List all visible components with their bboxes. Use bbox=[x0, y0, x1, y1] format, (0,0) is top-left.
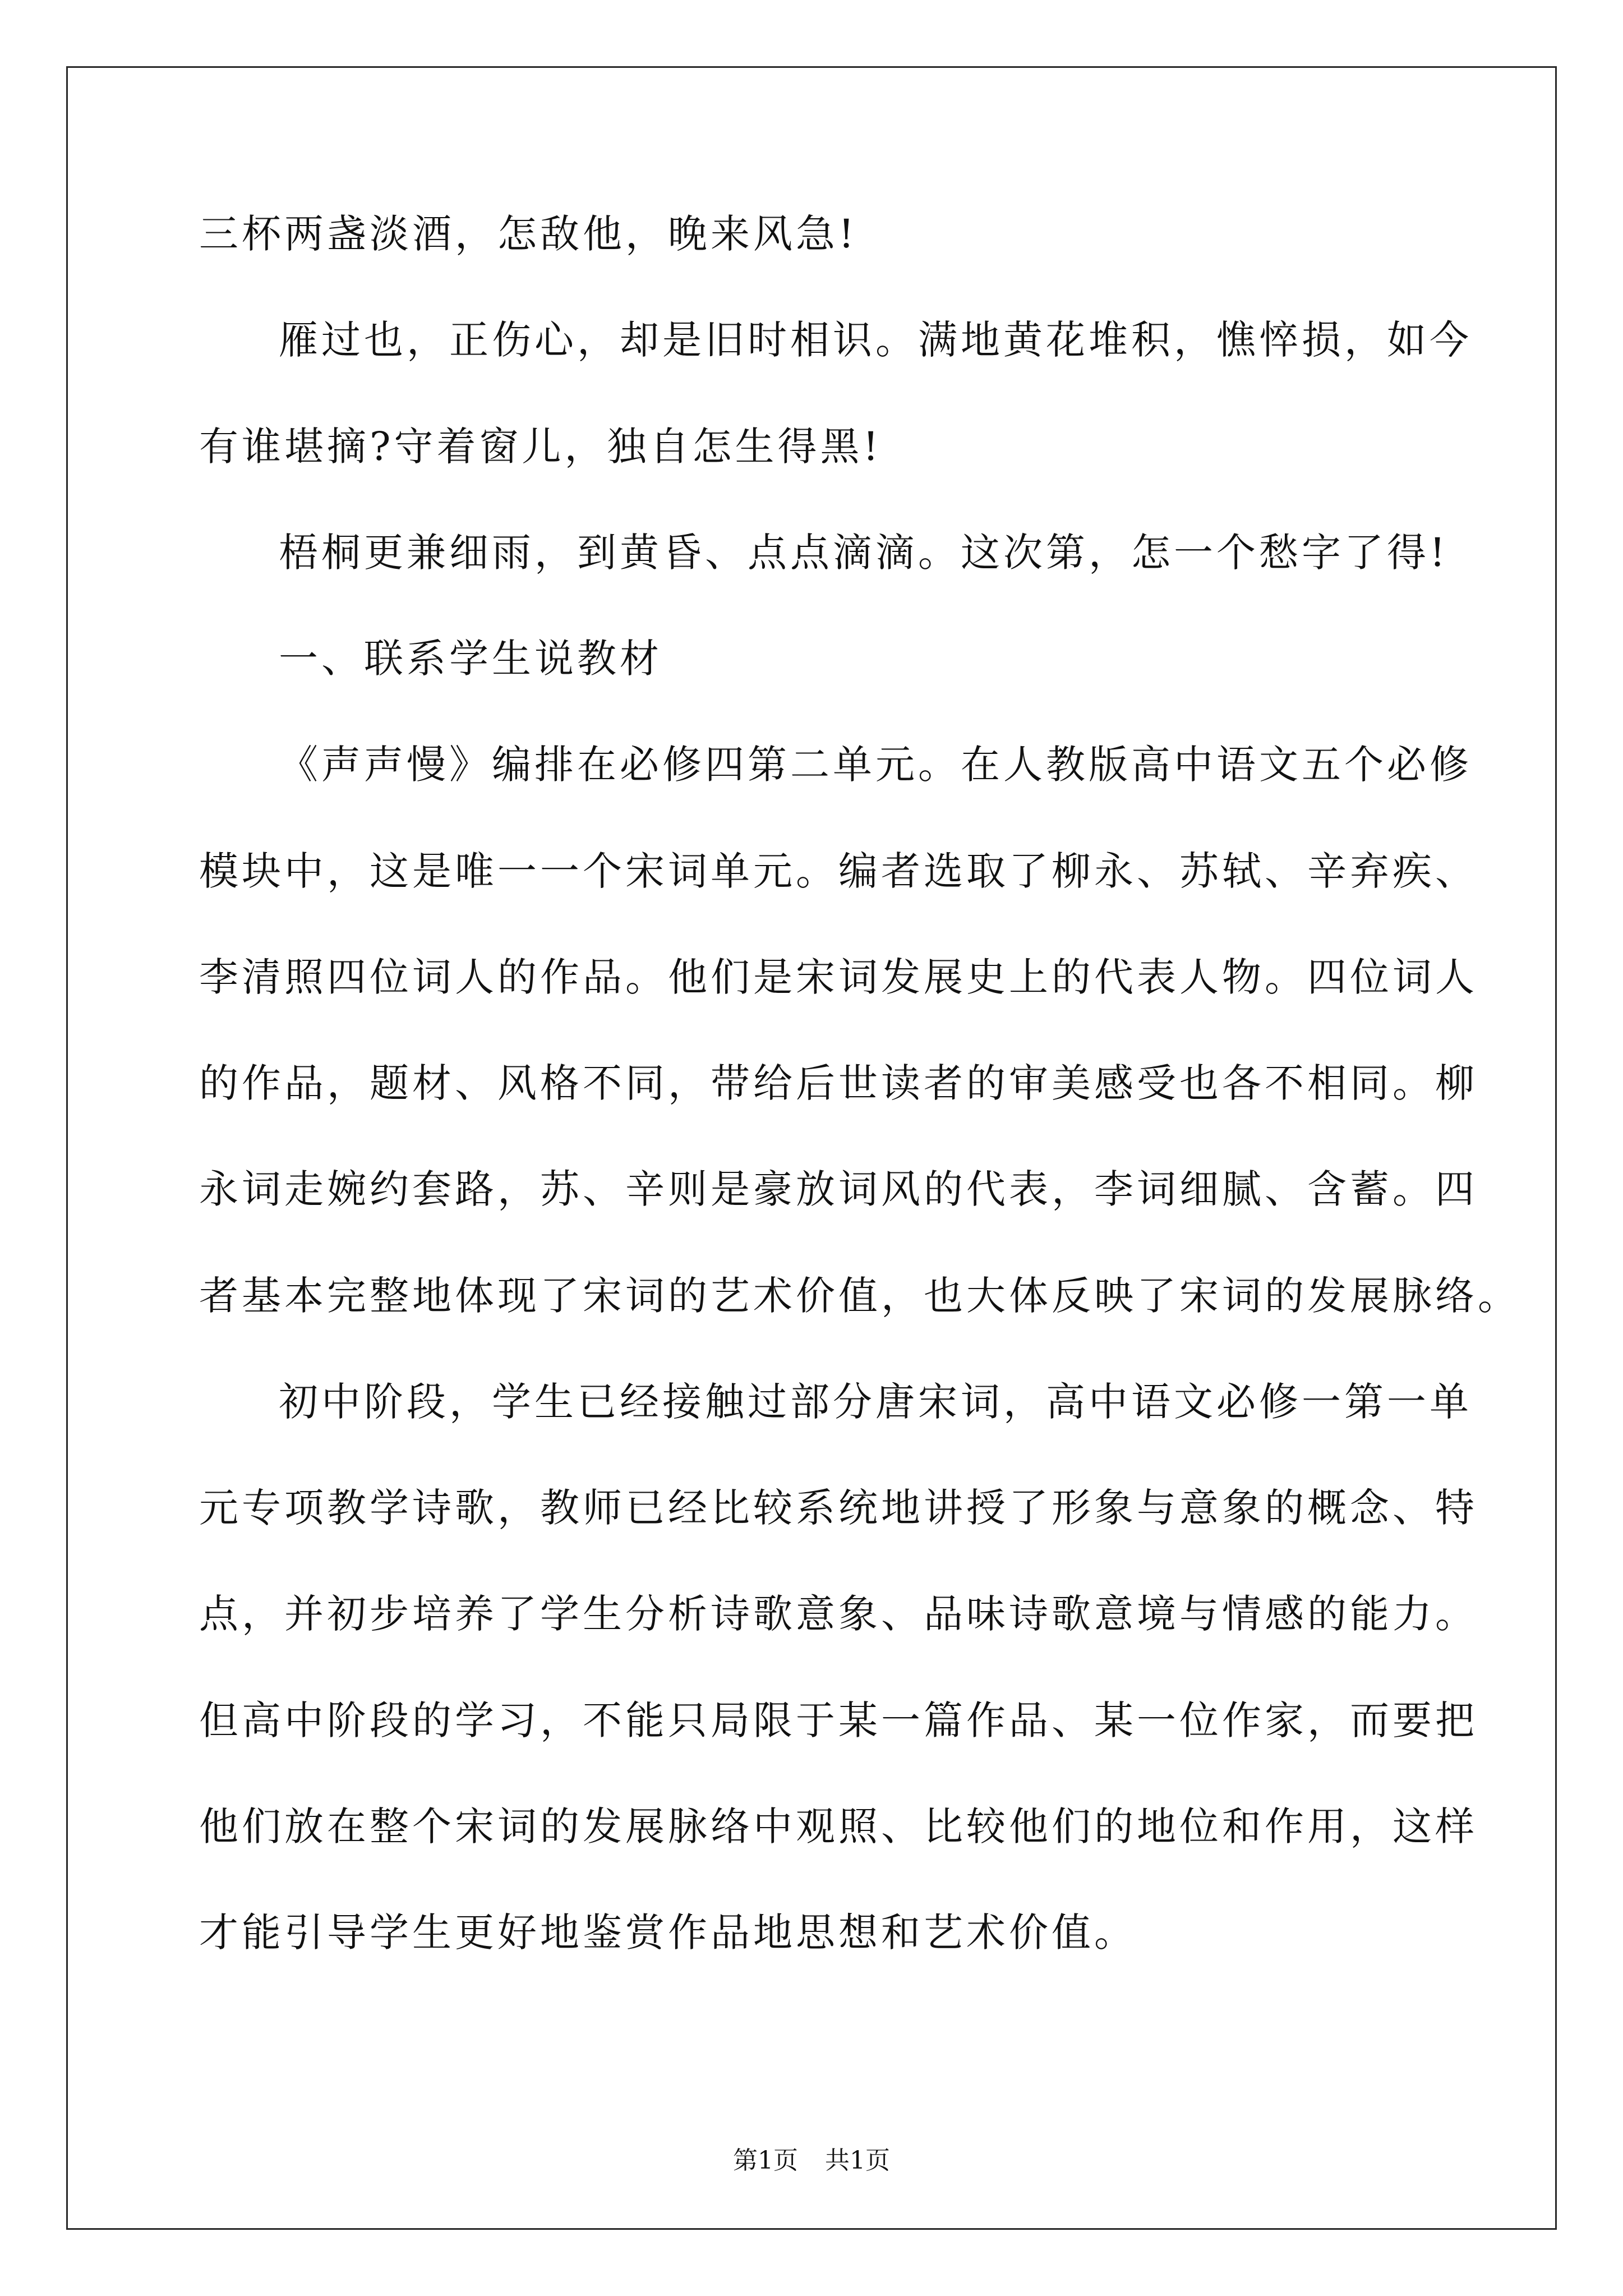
body-line: 元专项教学诗歌，教师已经比较系统地讲授了形象与意象的概念、特 bbox=[199, 1485, 1478, 1531]
body-line: 他们放在整个宋词的发展脉络中观照、比较他们的地位和作用，这样 bbox=[199, 1803, 1478, 1849]
body-line: 才能引导学生更好地鉴赏作品地思想和艺术价值。 bbox=[199, 1910, 1137, 1955]
body-line: 的作品，题材、风格不同，带给后世读者的审美感受也各不相同。柳 bbox=[199, 1060, 1478, 1106]
page-total: 共1页 bbox=[825, 2146, 890, 2175]
body-line: 李清照四位词人的作品。他们是宋词发展史上的代表人物。四位词人 bbox=[199, 954, 1478, 1000]
body-line: 者基本完整地体现了宋词的艺术价值，也大体反映了宋词的发展脉络。 bbox=[199, 1273, 1520, 1319]
body-line: 点，并初步培养了学生分析诗歌意象、品味诗歌意境与情感的能力。 bbox=[199, 1591, 1478, 1637]
body-line: 《声声慢》编排在必修四第二单元。在人教版高中语文五个必修 bbox=[279, 742, 1472, 788]
body-line: 永词走婉约套路，苏、辛则是豪放词风的代表，李词细腻、含蓄。四 bbox=[199, 1166, 1478, 1212]
body-line: 三杯两盏淡酒，怎敌他，晚来风急! bbox=[199, 211, 858, 257]
body-line: 模块中，这是唯一一个宋词单元。编者选取了柳永、苏轼、辛弃疾、 bbox=[199, 848, 1478, 894]
body-line: 梧桐更兼细雨，到黄昏、点点滴滴。这次第，怎一个愁字了得! bbox=[279, 530, 1449, 576]
body-line: 雁过也，正伤心，却是旧时相识。满地黄花堆积，憔悴损，如今 bbox=[279, 317, 1472, 363]
page-border bbox=[66, 66, 1557, 2230]
page-number: 第1页 bbox=[733, 2146, 798, 2175]
page-footer bbox=[0, 2144, 1623, 2178]
body-line: 初中阶段，学生已经接触过部分唐宋词，高中语文必修一第一单 bbox=[279, 1379, 1472, 1425]
body-line: 但高中阶段的学习，不能只局限于某一篇作品、某一位作家，而要把 bbox=[199, 1697, 1478, 1743]
section-heading: 一、联系学生说教材 bbox=[279, 636, 662, 682]
body-line: 有谁堪摘?守着窗儿，独自怎生得黑! bbox=[199, 424, 882, 470]
